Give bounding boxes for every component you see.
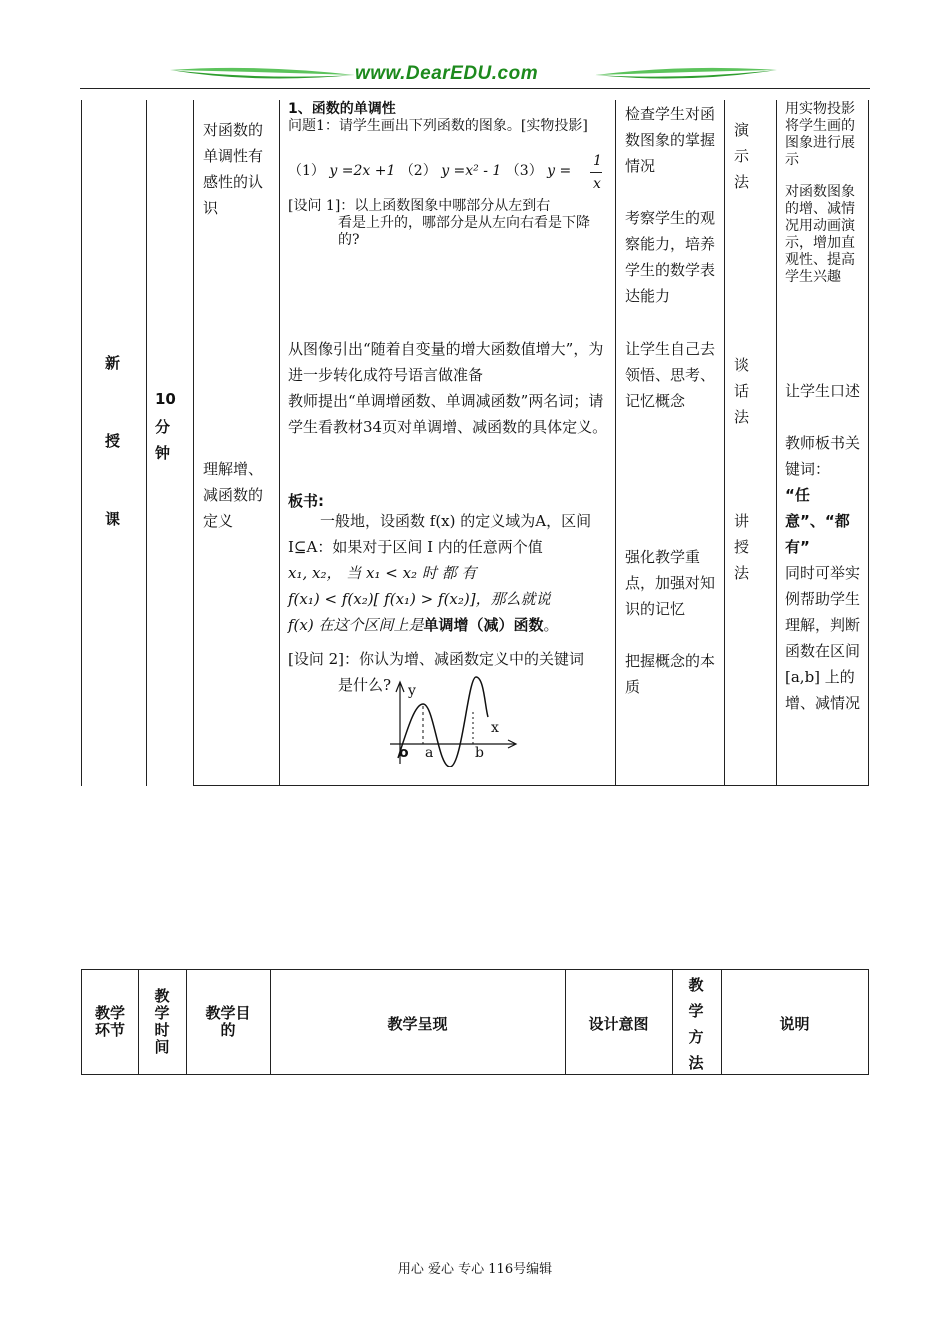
note-keywords: “任意”、“都有” bbox=[785, 486, 850, 556]
table-border bbox=[776, 100, 777, 786]
presentation-heading: 1、函数的单调性 bbox=[288, 101, 396, 117]
goal-text: 对函数的单调性有感性的认识 bbox=[203, 121, 264, 217]
section-char: 授 bbox=[105, 432, 121, 450]
header-table-border bbox=[138, 969, 139, 1075]
header-table-border bbox=[868, 969, 869, 1075]
section-char: 新 bbox=[105, 354, 121, 372]
page-footer: 用心 爱心 专心 116号编辑 bbox=[397, 1262, 553, 1277]
table-border bbox=[81, 100, 82, 786]
table-border bbox=[193, 100, 194, 786]
banner-rule bbox=[80, 88, 870, 89]
method-text: 演示法 bbox=[734, 121, 750, 191]
note-text: 教师板书关键词： bbox=[785, 434, 861, 478]
header-col-section: 教学环节 bbox=[94, 1004, 125, 1039]
table-border bbox=[279, 100, 280, 786]
header-table-border bbox=[672, 969, 673, 1075]
method-text: 讲授法 bbox=[734, 512, 750, 582]
question-sq1: [设问 1]：以上函数图象中哪部分从左到右 bbox=[288, 198, 551, 214]
time-text: 钟 bbox=[155, 444, 171, 462]
header-col-presentation: 教学呈现 bbox=[387, 1015, 448, 1033]
intent-text: 检查学生对函数图象的掌握情况 bbox=[625, 105, 716, 175]
graph-label-b: b bbox=[475, 745, 484, 761]
header-table-border bbox=[81, 969, 82, 1075]
table-border bbox=[193, 785, 869, 786]
goal-text: 理解增、减函数的定义 bbox=[203, 460, 264, 530]
table-border bbox=[146, 100, 147, 786]
note-text: 同时可举实例帮助学生理解，判断函数在区间 [a,b] 上的增、减情况 bbox=[785, 564, 861, 712]
intent-text: 考察学生的观察能力，培养学生的数学表达能力 bbox=[625, 209, 716, 305]
fraction-numerator: 1 bbox=[593, 153, 602, 169]
time-text: 分 bbox=[155, 418, 171, 436]
time-text: 10 bbox=[155, 390, 176, 408]
presentation-paragraph: 从图像引出“随着自变量的增大函数值增大”，为进一步转化成符号语言做准备 bbox=[288, 340, 604, 384]
intent-text: 让学生自己去领悟、思考、记忆概念 bbox=[625, 340, 716, 410]
intent-text: 强化教学重点，加强对知识的记忆 bbox=[625, 548, 716, 618]
table-border bbox=[868, 100, 869, 786]
function-1: y =2x +1 bbox=[329, 163, 396, 179]
question-sq2: [设问 2]：你认为增、减函数定义中的关键词 bbox=[288, 650, 585, 668]
graph-label-o: o bbox=[399, 745, 409, 761]
fraction-denominator: x bbox=[593, 176, 601, 192]
question-1: 问题1：请学生画出下列函数的图象。[实物投影] bbox=[288, 118, 588, 134]
graph-label-y: y bbox=[408, 683, 416, 699]
header-col-method: 教学方法 bbox=[688, 976, 704, 1072]
site-banner-text: www.DearEDU.com bbox=[355, 63, 539, 84]
graph-label-x: x bbox=[491, 720, 499, 736]
method-text: 谈话法 bbox=[734, 356, 750, 426]
header-col-time: 教学时间 bbox=[154, 987, 170, 1056]
note-text: 用实物投影将学生画的图象进行展示 bbox=[785, 101, 855, 168]
intent-text: 把握概念的本质 bbox=[625, 652, 716, 696]
graph-label-a: a bbox=[425, 745, 434, 761]
table-border bbox=[724, 100, 725, 786]
header-col-intent: 设计意图 bbox=[588, 1015, 649, 1033]
question-sq2-cont: 是什么? bbox=[338, 676, 392, 694]
header-col-notes: 说明 bbox=[779, 1015, 810, 1033]
function-2: y =x² - 1 bbox=[441, 163, 502, 179]
table-border bbox=[615, 100, 616, 786]
board-label: 板书: bbox=[288, 492, 324, 510]
header-table-border bbox=[81, 969, 869, 970]
section-char: 课 bbox=[105, 510, 121, 528]
note-text: 让学生口述 bbox=[785, 382, 861, 400]
definition-text: 一般地，设函数 f(x) 的定义域为A，区间 I⊆A：如果对于区间 I 内的任意两个值 x₁, x₂， 当 x₁ < x₂ 时 都 有 f(x₁) < f(x₂)[ f(x₁) > f(x₂)]，那么就说 f(x) 在这个区间上是单调增（减）函数。 bbox=[288, 512, 592, 634]
function-list: （1） y =2x +1 （2） y =x² - 1 （3） y = bbox=[288, 163, 572, 179]
header-col-goal: 教学目的 bbox=[205, 1004, 251, 1039]
header-table-border bbox=[186, 969, 187, 1075]
question-sq1-cont: 看是上升的，哪部分是从左向右看是下降的? bbox=[338, 215, 590, 248]
function-3: y = bbox=[547, 163, 572, 179]
header-table-border bbox=[81, 1074, 869, 1075]
presentation-paragraph: 教师提出“单调增函数、单调减函数”两名词；请学生看教材34页对单调增、减函数的具体定义。 bbox=[288, 392, 608, 436]
note-text: 对函数图象的增、减情况用动画演示，增加直观性、提高学生兴趣 bbox=[785, 184, 855, 285]
fraction-bar bbox=[590, 172, 602, 173]
